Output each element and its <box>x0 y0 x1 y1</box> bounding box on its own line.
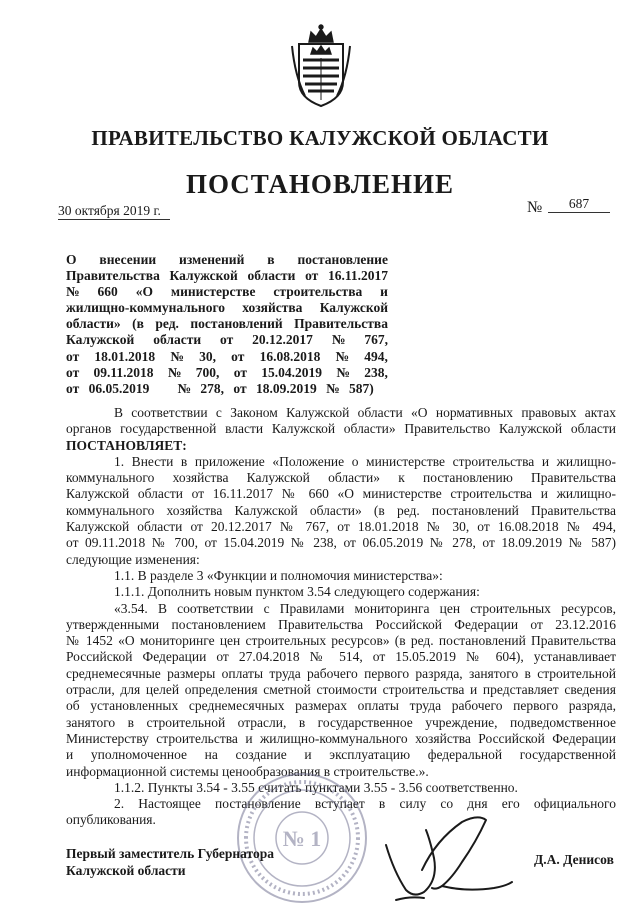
subject-word: министерстве <box>170 284 256 300</box>
government-title: ПРАВИТЕЛЬСТВО КАЛУЖСКОЙ ОБЛАСТИ <box>91 126 549 150</box>
quote-line: отрасли, для целей определения сметной стоимости строительства и представляет сведения <box>66 682 616 698</box>
subject-word: 09.11.2018 <box>93 364 154 380</box>
decree-subject <box>66 252 388 397</box>
item-1-1: 1.1. В разделе 3 «Функции и полномочия министерства»: <box>114 567 443 583</box>
quote-line: об установленных среднемесячных размерах оплаты труда рабочего первого разряда, <box>66 698 616 714</box>
stamp-number: № 1 <box>282 826 322 851</box>
subject-word: № <box>167 364 182 380</box>
decree-body <box>66 405 616 829</box>
quote-line: «3.54. В соответствии с Правилами мониторинга цен строительных ресурсов, <box>114 600 616 616</box>
subject-word: постановлений <box>190 316 283 332</box>
subject-word: ред. <box>155 316 179 332</box>
preamble-line: В соответствии с Законом Калужской области «О нормативных правовых актах <box>114 405 616 420</box>
quote-line: утвержденными постановлением Правительства Российской Федерации от 23.12.2016 <box>66 616 616 632</box>
subject-word: № <box>331 332 346 348</box>
subject-word: 767, <box>364 332 388 348</box>
signatory-position-line: Калужской области <box>66 862 186 878</box>
quote-line: занятого в строительной отрасли, в государственное учреждение, подведомственное <box>66 714 616 730</box>
item-1-line: 1. Внести в приложение «Положение о министерстве строительства и жилищно- <box>114 453 616 469</box>
subject-word: от <box>231 348 245 364</box>
subject-line <box>66 284 388 300</box>
subject-word: 660 <box>97 284 118 300</box>
item-1-line: следующие изменения: <box>66 551 200 567</box>
subject-word: 16.11.2017 <box>327 268 388 284</box>
subject-word: 18.01.2018 <box>94 348 156 364</box>
item-1-line: Калужской области от 20.12.2017 № 767, от 18.01.2018 № 30, от 16.08.2018 № 494, <box>66 519 616 535</box>
quote-line: № 1452 «О мониторинге цен строительных ресурсов» (в ред. постановлений Правительства <box>66 633 616 649</box>
official-stamp-icon <box>232 768 372 905</box>
signatory-position-line: Первый заместитель Губернатора <box>66 846 274 861</box>
subject-word: от <box>66 364 80 380</box>
number-sign: № <box>527 199 543 216</box>
quote-line: среднемесячные размеры оплаты труда рабочего первого разряда, занятого в строительной <box>66 665 616 681</box>
document-date: 30 октября 2019 г. <box>58 203 170 220</box>
subject-word: 700, <box>195 364 220 380</box>
subject-word: хозяйства <box>242 300 303 316</box>
subject-line <box>66 268 388 284</box>
subject-word: от <box>220 332 234 348</box>
subject-word: Правительства <box>66 268 160 284</box>
subject-word: 494, <box>364 348 388 364</box>
subject-word: 30, <box>199 348 216 364</box>
item-1-line: коммунального хозяйства Калужской области» к постановлению Правительства <box>66 470 616 486</box>
quote-line: Российской Федерации от 27.04.2018 № 514, от 15.05.2019 № 604), устанавливает <box>66 649 616 665</box>
quote-line: Министерству строительства и жилищно-коммунального хозяйства Российской Федерации <box>66 730 616 746</box>
subject-word: изменений <box>179 252 245 267</box>
subject-word: О <box>66 252 77 267</box>
subject-word: Калужской <box>66 332 135 348</box>
quote-line: и уполномоченное на создание и эксплуатацию федеральной государственной <box>66 747 616 763</box>
item-1-line: Калужской области от 16.11.2017 № 660 «О министерстве строительства и жилищно- <box>66 486 616 502</box>
item-1-1-1: 1.1.1. Дополнить новым пунктом 3.54 следующего содержания: <box>114 584 480 600</box>
document-type-title: ПОСТАНОВЛЕНИЕ <box>185 169 455 199</box>
subject-word: постановление <box>297 252 388 267</box>
item-1-line: от 09.11.2018 № 700, от 15.04.2019 № 238, от 06.05.2019 № 278, от 18.09.2019 № 587) <box>66 535 616 551</box>
subject-word: и <box>380 284 388 300</box>
subject-line <box>66 300 388 316</box>
subject-word: № <box>335 348 350 364</box>
quote-line: информационной системы ценообразования в строительстве.». <box>66 763 429 779</box>
subject-line <box>66 332 388 348</box>
item-1-line: коммунального хозяйства Калужской области» (в ред. постановлений Правительства <box>66 502 616 518</box>
subject-word: от 06.05.2019 <box>66 380 150 396</box>
subject-word: от <box>66 348 80 364</box>
subject-word: в <box>267 252 275 267</box>
subject-word: № <box>170 348 184 364</box>
subject-word: «О <box>135 284 153 300</box>
subject-line <box>66 349 388 365</box>
item-1-1-2: 1.1.2. Пункты 3.54 - 3.55 считать пунктами 3.55 - 3.56 соответственно. <box>114 779 518 795</box>
signatory-name: Д.А. Денисов <box>534 852 614 867</box>
subject-word: области <box>153 332 202 348</box>
subject-word: Правительства <box>294 316 388 332</box>
subject-word: от <box>305 268 319 284</box>
subject-word: № <box>66 284 80 300</box>
subject-word: Калужской <box>169 268 238 284</box>
subject-word: области» <box>66 316 121 332</box>
subject-line <box>66 381 388 397</box>
subject-word: 16.08.2018 <box>259 348 321 364</box>
item-2-line: 2. Настоящее постановление вступает в силу со дня его официального <box>114 796 616 812</box>
preamble-line: органов государственной власти Калужской области» Правительство Калужской области <box>66 421 616 437</box>
subject-word: 238, <box>364 364 388 380</box>
subject-word: 15.04.2019 <box>261 364 323 380</box>
subject-word: жилищно-коммунального <box>66 300 226 316</box>
item-2-line: опубликования. <box>66 812 156 828</box>
handwritten-signature-icon <box>366 800 516 905</box>
subject-line <box>66 316 388 332</box>
subject-word: области <box>247 268 296 284</box>
resolves-heading: ПОСТАНОВЛЯЕТ: <box>66 437 187 453</box>
subject-word: Калужской <box>319 300 388 316</box>
subject-word: № <box>336 364 350 380</box>
subject-word: от <box>233 364 247 380</box>
subject-word: строительства <box>273 284 363 300</box>
subject-word: (в <box>132 316 144 332</box>
document-number: 687 <box>548 196 610 213</box>
subject-word: № 278, от 18.09.2019 № 587) <box>177 380 374 396</box>
coat-of-arms-icon <box>289 24 353 110</box>
subject-word: внесении <box>99 252 157 267</box>
signatory-position <box>66 846 274 879</box>
subject-line <box>66 252 388 268</box>
subject-word: 20.12.2017 <box>252 332 313 348</box>
subject-line <box>66 365 388 381</box>
